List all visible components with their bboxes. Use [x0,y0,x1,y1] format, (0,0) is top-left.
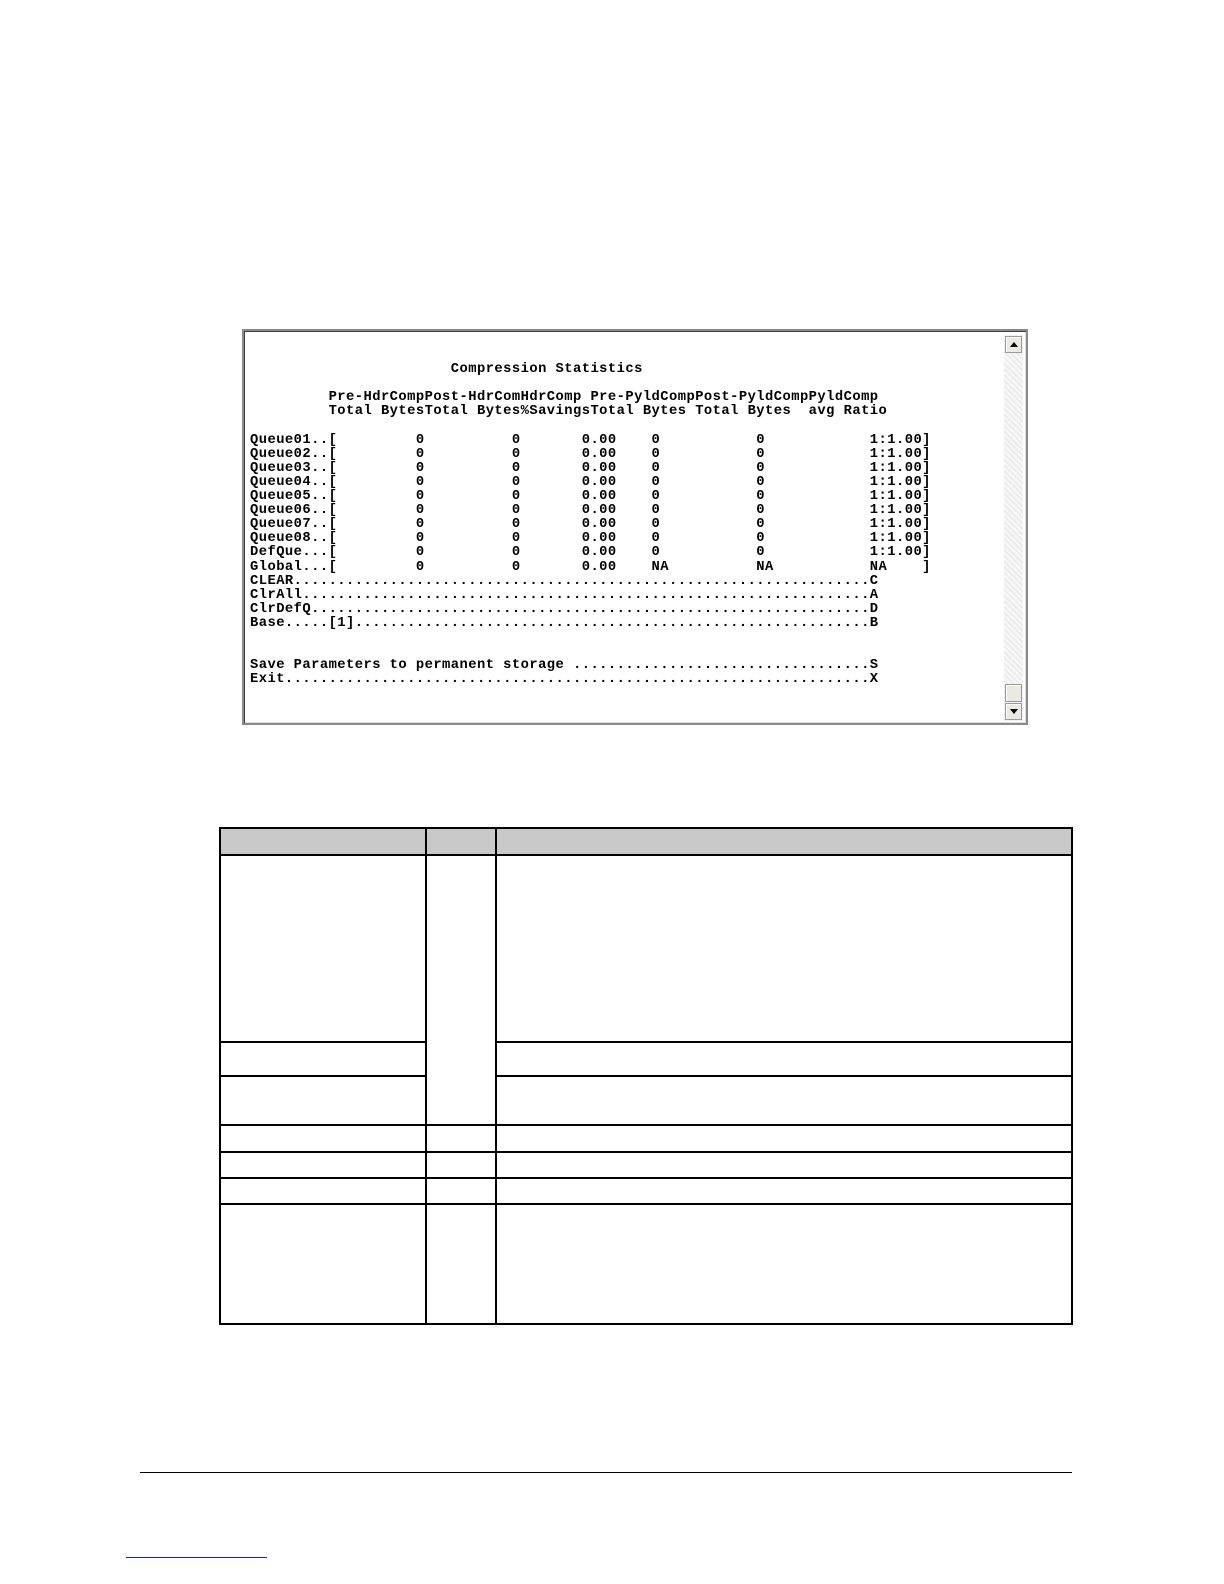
table-cell [220,1178,426,1204]
table-cell [220,1152,426,1178]
table-cell [220,1204,426,1324]
parameter-table [219,827,1073,1325]
table-cell [220,1042,426,1076]
footer-link-underline [126,1557,267,1558]
table-header-cell [426,828,496,855]
table-cell [426,1125,496,1152]
table-row [220,855,1072,1042]
terminal-screen[interactable] [250,335,1004,721]
terminal-window [242,329,1028,725]
table-cell [426,1152,496,1178]
table-cell [496,1178,1072,1204]
table-header-cell [496,828,1072,855]
table-row [220,1204,1072,1324]
footer-rule [140,1472,1072,1473]
table-cell [426,1178,496,1204]
table-cell [426,855,496,1125]
terminal-text: Compression Statistics Pre-HdrCompPost-HdrComHdrComp Pre-PyldCompPost-PyldCompPyldComp Total BytesTotal Bytes%SavingsTotal Bytes Total Bytes avg Ratio Queue01..[ 0 0 0.00 0 0 1:1.00] Queue02..[ 0 0 0.00 0 0 1:1.00] Queue03..[ 0 0 0.00 0 0 1:1.00] Queue04..[ 0 0 0.00 0 0 1:1.00] Queue05..[ 0 0 0.00 0 0 1:1.00] Queue06..[ 0 0 0.00 0 0 1:1.00] Queue07..[ 0 0 0.00 0 0 1:1.00] Queue08..[ 0 0 0.00 0 0 1:1.00] DefQue...[ 0 0 0.00 0 0 1:1.00] Global...[ 0 0 0.00 NA NA NA ] CLEAR..................................................................C ClrAll.................................................................A ClrDefQ................................................................D Base.....[1]...........................................................B Save Parameters to permanent storage ..................................S Exit...................................................................X [250,362,931,688]
scrollbar-thumb[interactable] [1005,684,1022,702]
table-cell [496,855,1072,1042]
table-cell [220,1125,426,1152]
table-cell [496,1204,1072,1324]
table-row [220,1178,1072,1204]
scroll-down-button[interactable] [1005,703,1022,720]
table-row [220,1076,1072,1125]
table-header-cell [220,828,426,855]
vertical-scrollbar[interactable] [1004,335,1023,721]
table-cell [496,1076,1072,1125]
table-row [220,1125,1072,1152]
table-header-row [220,828,1072,855]
table-cell [220,1076,426,1125]
scroll-up-button[interactable] [1005,336,1022,353]
table-cell [496,1042,1072,1076]
table-row [220,1042,1072,1076]
arrow-up-icon [1010,342,1018,347]
table-cell [496,1125,1072,1152]
table-cell [496,1152,1072,1178]
table-cell [426,1204,496,1324]
arrow-down-icon [1010,709,1018,714]
table-cell [220,855,426,1042]
table-row [220,1152,1072,1178]
